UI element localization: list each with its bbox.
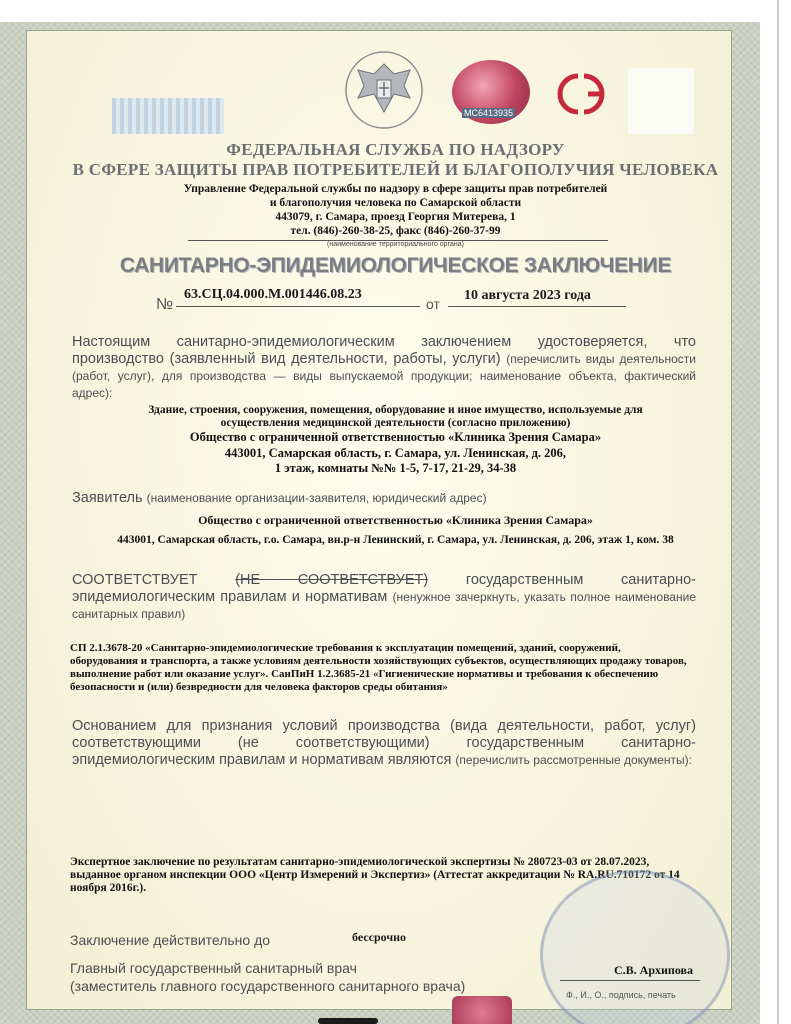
date-label: от — [426, 296, 440, 312]
conformity-word: СООТВЕТСТВУЕТ — [72, 572, 198, 588]
object-line-2: осуществления медицинской деятельности (согласно приложению) — [220, 417, 571, 429]
basis-text: Основанием для признания условий производства (вида деятельности, работ, услуг) соответствующими (не соответствующими) государственным санитарно-эпидемиологическим правилам и нормативам являются — [72, 718, 696, 768]
certificate-date: 10 августа 2023 года — [464, 288, 591, 303]
object-line-5: 1 этаж, комнаты №№ 1-5, 7-17, 21-29, 34-38 — [274, 461, 517, 475]
organ-caption: (наименование территориального органа) — [327, 241, 464, 248]
applicant-paragraph — [72, 490, 696, 507]
sanitary-rules-text: СП 2.1.3678-20 «Санитарно-эпидемиологические требования к эксплуатации помещений, зданий, сооружений, оборудования и транспорта, а также условиям деятельности хозяйствующих субъектов, осуществляющих продажу товаров, выполнение работ или оказание услуг». СанПиН 1.2.3685-21 «Гигиенические нормативы и требования к обеспечению безопасности и (или) безвредности для человека факторов среды обитания» — [70, 642, 687, 693]
se-logo-icon — [548, 70, 618, 118]
conformity-struck: (НЕ СООТВЕТСТВУЕТ) — [235, 572, 429, 588]
expert-conclusion-text: Экспертное заключение по результатам санитарно-эпидемиологической экспертизы № 280723-03 от 28.07.2023, выданное органом инспекции ООО «Центр Измерений и Экспертиз» (Аттестат аккредитации № RA.RU.710172 от 14 ноября 2016г.). — [70, 856, 680, 894]
intro-paragraph — [72, 334, 696, 402]
object-line-3: Общество с ограниченной ответственностью «Клиника Зрения Самара» — [189, 430, 602, 444]
date-underline — [448, 306, 626, 307]
intro-hint: (перечислить виды деятельности (работ, услуг), для производства — виды выпускаемой продукции; наименование объекта, фактический адрес): — [72, 352, 697, 400]
heading-line-1: ФЕДЕРАЛЬНАЯ СЛУЖБА ПО НАДЗОРУ — [226, 140, 565, 159]
signature-underline — [560, 980, 700, 981]
blank-box — [628, 68, 694, 134]
conformity-rest: государственным санитарно-эпидемиологическим правилам и нормативам — [72, 572, 696, 605]
basis-paragraph — [72, 718, 696, 769]
validity-label: Заключение действительно до — [70, 932, 271, 948]
authority-address-4: тел. (846)-260-38-25, факс (846)-260-37-99 — [290, 225, 501, 237]
authority-address-1: Управление Федеральной службы по надзору в сфере защиты прав потребителей — [183, 183, 608, 195]
bottom-hologram-icon — [452, 996, 512, 1024]
signer-name: С.В. Архипова — [614, 963, 694, 977]
applicant-label: Заявитель — [72, 490, 143, 506]
signer-role-2: (заместитель главного государственного санитарного врача) — [70, 978, 466, 994]
signature-caption: Ф., И., О., подпись, печать — [566, 990, 676, 1000]
object-line-4: 443001, Самарская область, г. Самара, ул. Ленинская, д. 206, — [224, 446, 567, 460]
hologram-strip — [112, 98, 224, 134]
authority-address-3: 443079, г. Самара, проезд Георгия Митерева, 1 — [275, 211, 516, 223]
applicant-hint: (наименование организации-заявителя, юридический адрес) — [146, 491, 487, 505]
serial-mark — [318, 1018, 378, 1024]
object-line-1: Здание, строения, сооружения, помещения, оборудование и иное имущество, используемые для — [148, 404, 643, 416]
conformity-paragraph — [72, 572, 696, 623]
heading-line-2: В СФЕРЕ ЗАЩИТЫ ПРАВ ПОТРЕБИТЕЛЕЙ И БЛАГОПОЛУЧИЯ ЧЕЛОВЕКА — [72, 160, 719, 179]
authority-address-2: и благополучия человека по Самарской области — [269, 197, 522, 209]
basis-hint: (перечислить рассмотренные документы): — [455, 753, 692, 767]
certificate-number: 63.СЦ.04.000.М.001446.08.23 — [184, 287, 362, 302]
applicant-line-1: Общество с ограниченной ответственностью «Клиника Зрения Самара» — [198, 513, 593, 527]
validity-value: бессрочно — [352, 930, 407, 944]
document-title: САНИТАРНО-ЭПИДЕМИОЛОГИЧЕСКОЕ ЗАКЛЮЧЕНИЕ — [119, 254, 672, 277]
signer-role-1: Главный государственный санитарный врач — [70, 960, 357, 976]
intro-text: Настоящим санитарно-эпидемиологическим заключением удостоверяется, что производство (заявленный вид деятельности, работы, услуги) — [72, 334, 696, 367]
double-headed-eagle-emblem-icon — [344, 50, 424, 130]
conformity-hint: (ненужное зачеркнуть, указать полное наименование санитарных правил) — [72, 590, 696, 621]
number-underline — [176, 306, 420, 307]
applicant-line-2: 443001, Самарская область, г.о. Самара, вн.р-н Ленинский, г. Самара, ул. Ленинская, д. 206, этаж 1, ком. 38 — [117, 534, 674, 546]
number-label: № — [156, 296, 174, 313]
seal-code: МС6413935 — [464, 108, 514, 118]
